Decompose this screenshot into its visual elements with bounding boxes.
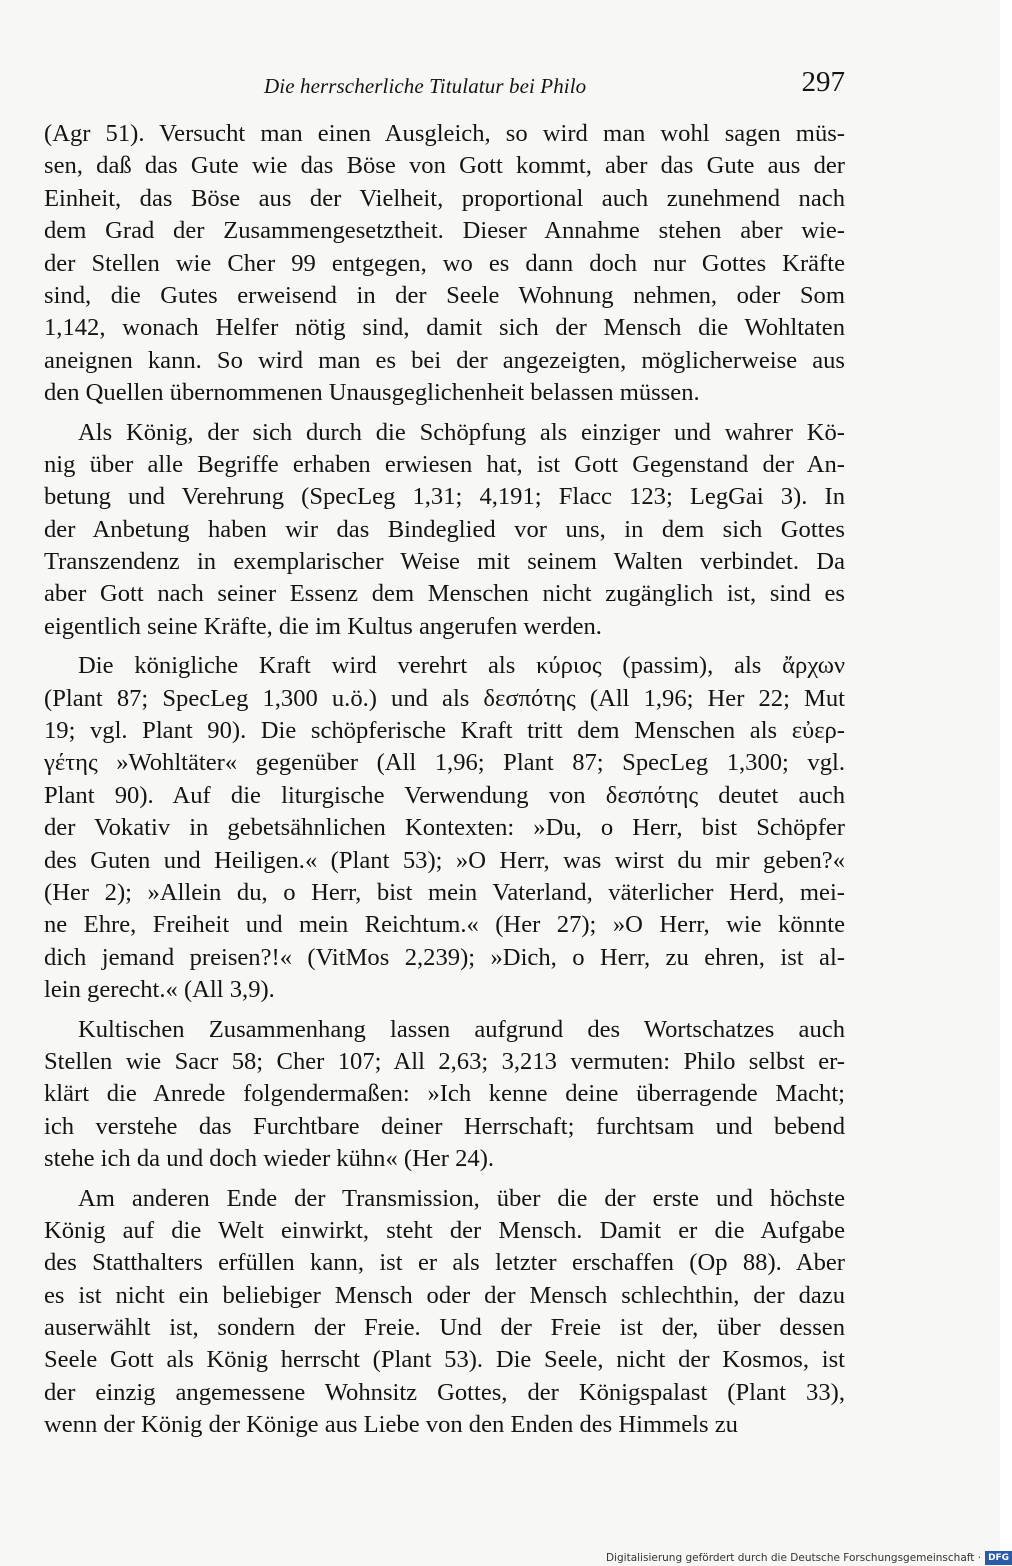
text-line: Als König, der sich durch die Schöpfung als einziger und wahrer Kö- bbox=[78, 418, 845, 446]
text-line: es ist nicht ein beliebiger Mensch oder der Mensch schlechthin, der dazu bbox=[44, 1281, 845, 1309]
body-text bbox=[44, 118, 845, 1442]
paragraph bbox=[44, 1014, 845, 1176]
text-line: der einzig angemessene Wohnsitz Gottes, der Königspalast (Plant 33), bbox=[44, 1378, 845, 1406]
paragraph bbox=[44, 118, 845, 410]
text-line: Stellen wie Sacr 58; Cher 107; All 2,63; 3,213 vermuten: Philo selbst er- bbox=[44, 1047, 845, 1075]
text-line: aber Gott nach seiner Essenz dem Menschen nicht zugänglich ist, sind es bbox=[44, 580, 845, 608]
text-line: klärt die Anrede folgendermaßen: »Ich kenne deine überragende Macht; bbox=[44, 1080, 845, 1108]
text-line: der Vokativ in gebetsähnlichen Kontexten: »Du, o Herr, bist Schöpfer bbox=[44, 814, 845, 842]
paragraph-gap bbox=[44, 643, 845, 650]
text-line: wenn der König der Könige aus Liebe von den Enden des Himmels zu bbox=[44, 1411, 738, 1439]
text-line: 19; vgl. Plant 90). Die schöpferische Kraft tritt dem Menschen als εὐερ- bbox=[44, 717, 845, 745]
text-line: nig über alle Begriffe erhaben erwiesen hat, ist Gott Gegenstand der An- bbox=[44, 450, 845, 478]
text-line: des Statthalters erfüllen kann, ist er als letzter erschaffen (Op 88). Aber bbox=[44, 1249, 845, 1277]
paragraph bbox=[44, 1183, 845, 1442]
text-line: lein gerecht.« (All 3,9). bbox=[44, 976, 275, 1004]
text-line: der Stellen wie Cher 99 entgegen, wo es dann doch nur Gottes Kräfte bbox=[44, 249, 845, 277]
text-line: (Plant 87; SpecLeg 1,300 u.ö.) und als δεσπότης (All 1,96; Her 22; Mut bbox=[44, 684, 845, 712]
text-line: König auf die Welt einwirkt, steht der Mensch. Damit er die Aufgabe bbox=[44, 1216, 845, 1244]
text-line: Transzendenz in exemplarischer Weise mit seinem Walten verbindet. Da bbox=[44, 548, 845, 576]
text-line: (Her 2); »Allein du, o Herr, bist mein Vaterland, väterlicher Herd, mei- bbox=[44, 878, 845, 906]
text-line: den Quellen übernommenen Unausgeglichenheit belassen müssen. bbox=[44, 379, 700, 407]
text-line: dich jemand preisen?!« (VitMos 2,239); »Dich, o Herr, zu ehren, ist al- bbox=[44, 943, 845, 971]
text-line: 1,142, wonach Helfer nötig sind, damit sich der Mensch die Wohltaten bbox=[44, 314, 845, 342]
paragraph bbox=[44, 417, 845, 644]
page-number: 297 bbox=[801, 66, 845, 98]
paragraph-gap bbox=[44, 410, 845, 417]
paragraph-gap bbox=[44, 1176, 845, 1183]
text-line: (Agr 51). Versucht man einen Ausgleich, so wird man wohl sagen müs- bbox=[44, 120, 845, 147]
text-line: Die königliche Kraft wird verehrt als κύριος (passim), als ἄρχων bbox=[78, 652, 845, 680]
text-line: Einheit, das Böse aus der Vielheit, proportional auch zunehmend nach bbox=[44, 184, 845, 212]
text-line: eigentlich seine Kräfte, die im Kultus angerufen werden. bbox=[44, 612, 602, 640]
text-line: ich verstehe das Furchtbare deiner Herrschaft; furchtsam und bebend bbox=[44, 1112, 845, 1140]
text-line: stehe ich da und doch wieder kühn« (Her 24). bbox=[44, 1145, 495, 1173]
text-line: auserwählt ist, sondern der Freie. Und der Freie ist der, über dessen bbox=[44, 1314, 845, 1342]
credit-text: Digitalisierung gefördert durch die Deutsche Forschungsgemeinschaft · bbox=[606, 1551, 982, 1564]
text-line: Kultischen Zusammenhang lassen aufgrund des Wortschatzes auch bbox=[78, 1015, 845, 1043]
text-line: Plant 90). Auf die liturgische Verwendung von δεσπότης deutet auch bbox=[44, 781, 845, 809]
paragraph bbox=[44, 650, 845, 1006]
text-line: dem Grad der Zusammengesetztheit. Dieser Annahme stehen aber wie- bbox=[44, 217, 845, 245]
text-line: sind, die Gutes erweisend in der Seele Wohnung nehmen, oder Som bbox=[44, 281, 845, 309]
text-line: des Guten und Heiligen.« (Plant 53); »O Herr, was wirst du mir geben?« bbox=[44, 846, 845, 874]
text-line: der Anbetung haben wir das Bindeglied vor uns, in dem sich Gottes bbox=[44, 515, 845, 543]
running-title: Die herrscherliche Titulatur bei Philo bbox=[264, 74, 587, 98]
text-line: aneignen kann. So wird man es bei der angezeigten, möglicherweise aus bbox=[44, 346, 845, 374]
dfg-logo: DFG bbox=[985, 1551, 1012, 1565]
text-line: Am anderen Ende der Transmission, über die der erste und höchste bbox=[78, 1184, 845, 1212]
running-header bbox=[44, 66, 845, 104]
text-line: betung und Verehrung (SpecLeg 1,31; 4,191; Flacc 123; LegGai 3). In bbox=[44, 483, 845, 511]
text-line: Seele Gott als König herrscht (Plant 53). Die Seele, nicht der Kosmos, ist bbox=[44, 1346, 845, 1374]
paragraph-gap bbox=[44, 1007, 845, 1014]
text-line: ne Ehre, Freiheit und mein Reichtum.« (Her 27); »O Herr, wie könnte bbox=[44, 911, 845, 939]
text-line: sen, daß das Gute wie das Böse von Gott kommt, aber das Gute aus der bbox=[44, 152, 845, 180]
digitization-credit bbox=[606, 1549, 1012, 1566]
text-line: γέτης »Wohltäter« gegenüber (All 1,96; Plant 87; SpecLeg 1,300; vgl. bbox=[44, 749, 845, 777]
